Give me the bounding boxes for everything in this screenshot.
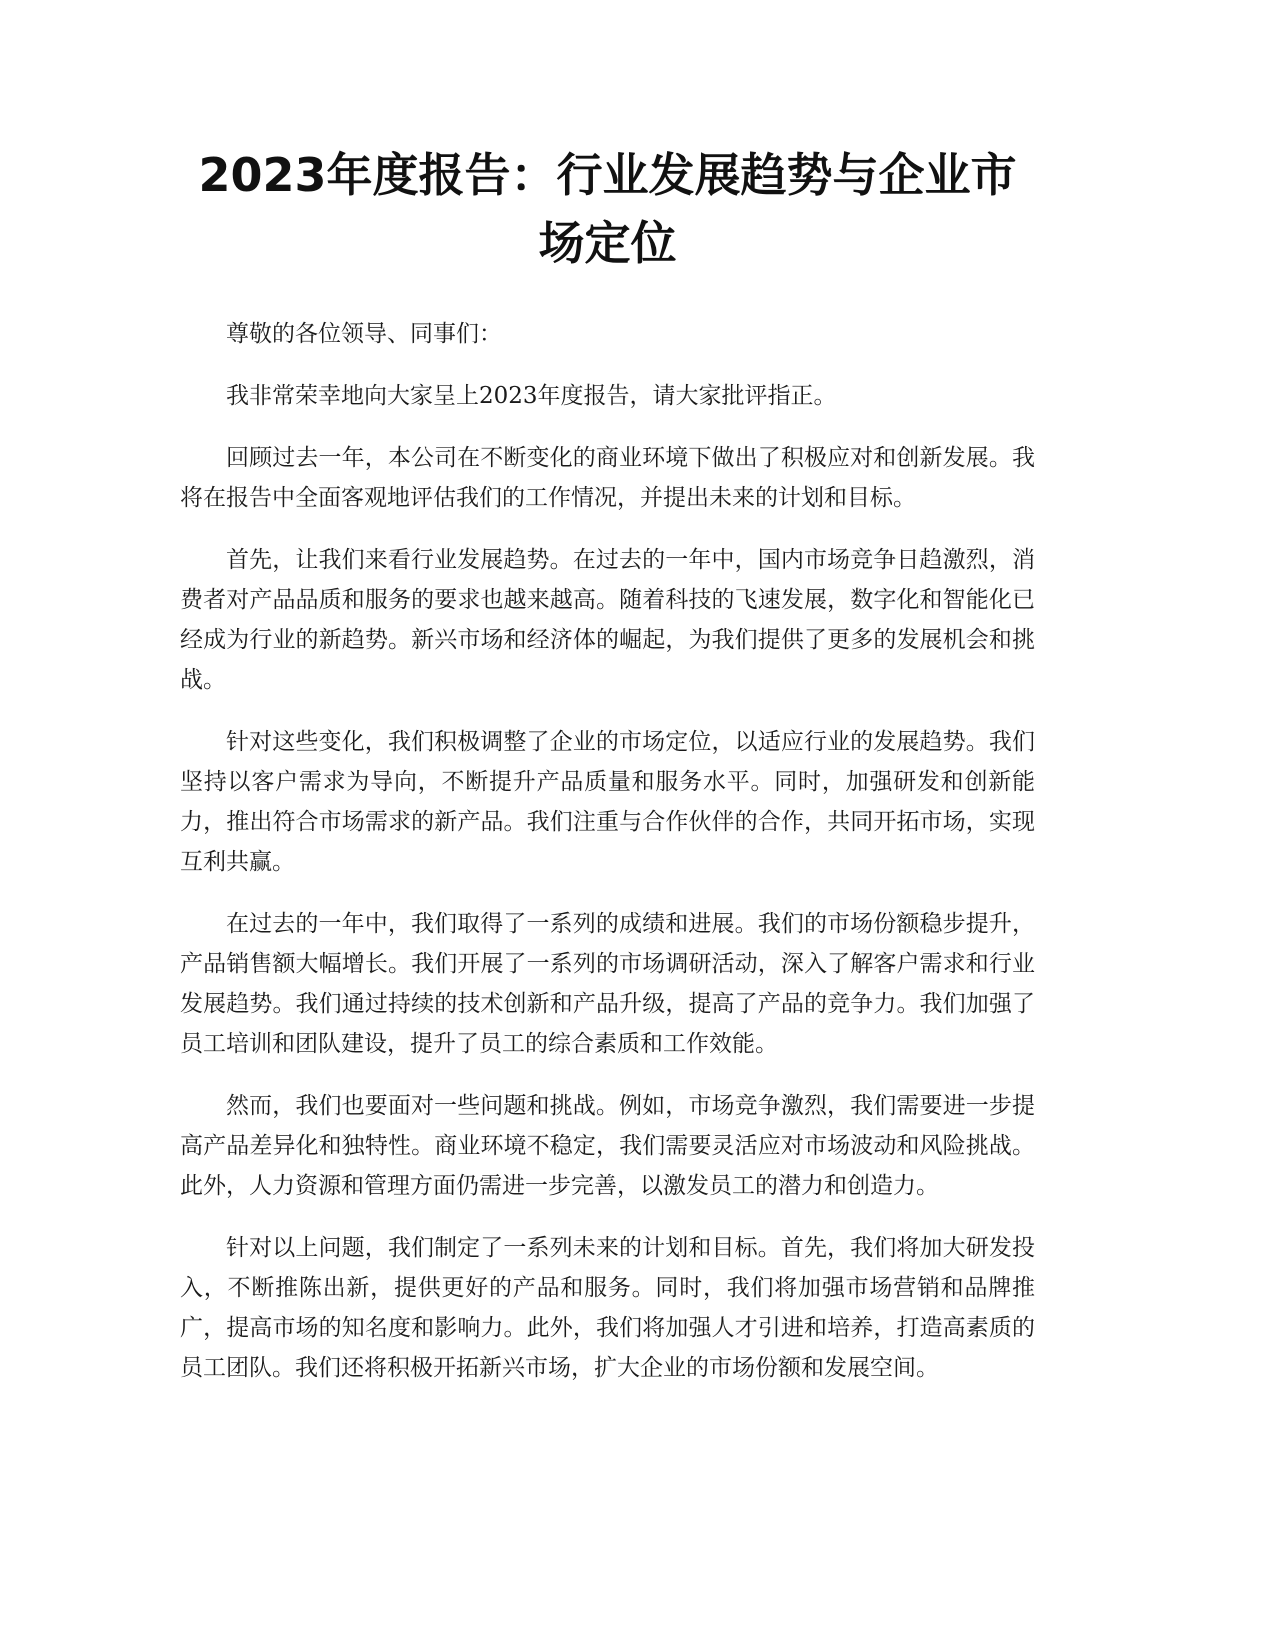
paragraph-greeting: 尊敬的各位领导、同事们：	[226, 321, 502, 347]
paragraph-industry-trends: 首先，让我们来看行业发展趋势。在过去的一年中，国内市场竞争日趋激烈，消费者对产品品质和服务的要求也越来越高。随着科技的飞速发展，数字化和智能化已经成为行业的新趋势。新兴市场和经济体的崛起，为我们提供了更多的发展机会和挑战。	[180, 547, 1035, 693]
document-title: 2023年度报告：行业发展趋势与企业市场定位	[198, 148, 1017, 270]
paragraph-challenges: 然而，我们也要面对一些问题和挑战。例如，市场竞争激烈，我们需要进一步提高产品差异化和独特性。商业环境不稳定，我们需要灵活应对市场波动和风险挑战。此外，人力资源和管理方面仍需进一步完善，以激发员工的潜力和创造力。	[180, 1093, 1035, 1199]
paragraph-achievements: 在过去的一年中，我们取得了一系列的成绩和进展。我们的市场份额稳步提升，产品销售额大幅增长。我们开展了一系列的市场调研活动，深入了解客户需求和行业发展趋势。我们通过持续的技术创新和产品升级，提高了产品的竞争力。我们加强了员工培训和团队建设，提升了员工的综合素质和工作效能。	[180, 911, 1035, 1057]
paragraph-future-plans: 针对以上问题，我们制定了一系列未来的计划和目标。首先，我们将加大研发投入，不断推陈出新，提供更好的产品和服务。同时，我们将加强市场营销和品牌推广，提高市场的知名度和影响力。此外，我们将加强人才引进和培养，打造高素质的员工团队。我们还将积极开拓新兴市场，扩大企业的市场份额和发展空间。	[180, 1235, 1035, 1381]
document-body	[180, 314, 1035, 1388]
document-page	[180, 0, 1035, 1650]
paragraph-market-positioning: 针对这些变化，我们积极调整了企业的市场定位，以适应行业的发展趋势。我们坚持以客户需求为导向，不断提升产品质量和服务水平。同时，加强研发和创新能力，推出符合市场需求的新产品。我们注重与合作伙伴的合作，共同开拓市场，实现互利共赢。	[180, 729, 1035, 875]
paragraph-intro: 我非常荣幸地向大家呈上2023年度报告，请大家批评指正。	[226, 383, 837, 409]
paragraph-review: 回顾过去一年，本公司在不断变化的商业环境下做出了积极应对和创新发展。我将在报告中全面客观地评估我们的工作情况，并提出未来的计划和目标。	[180, 445, 1035, 511]
